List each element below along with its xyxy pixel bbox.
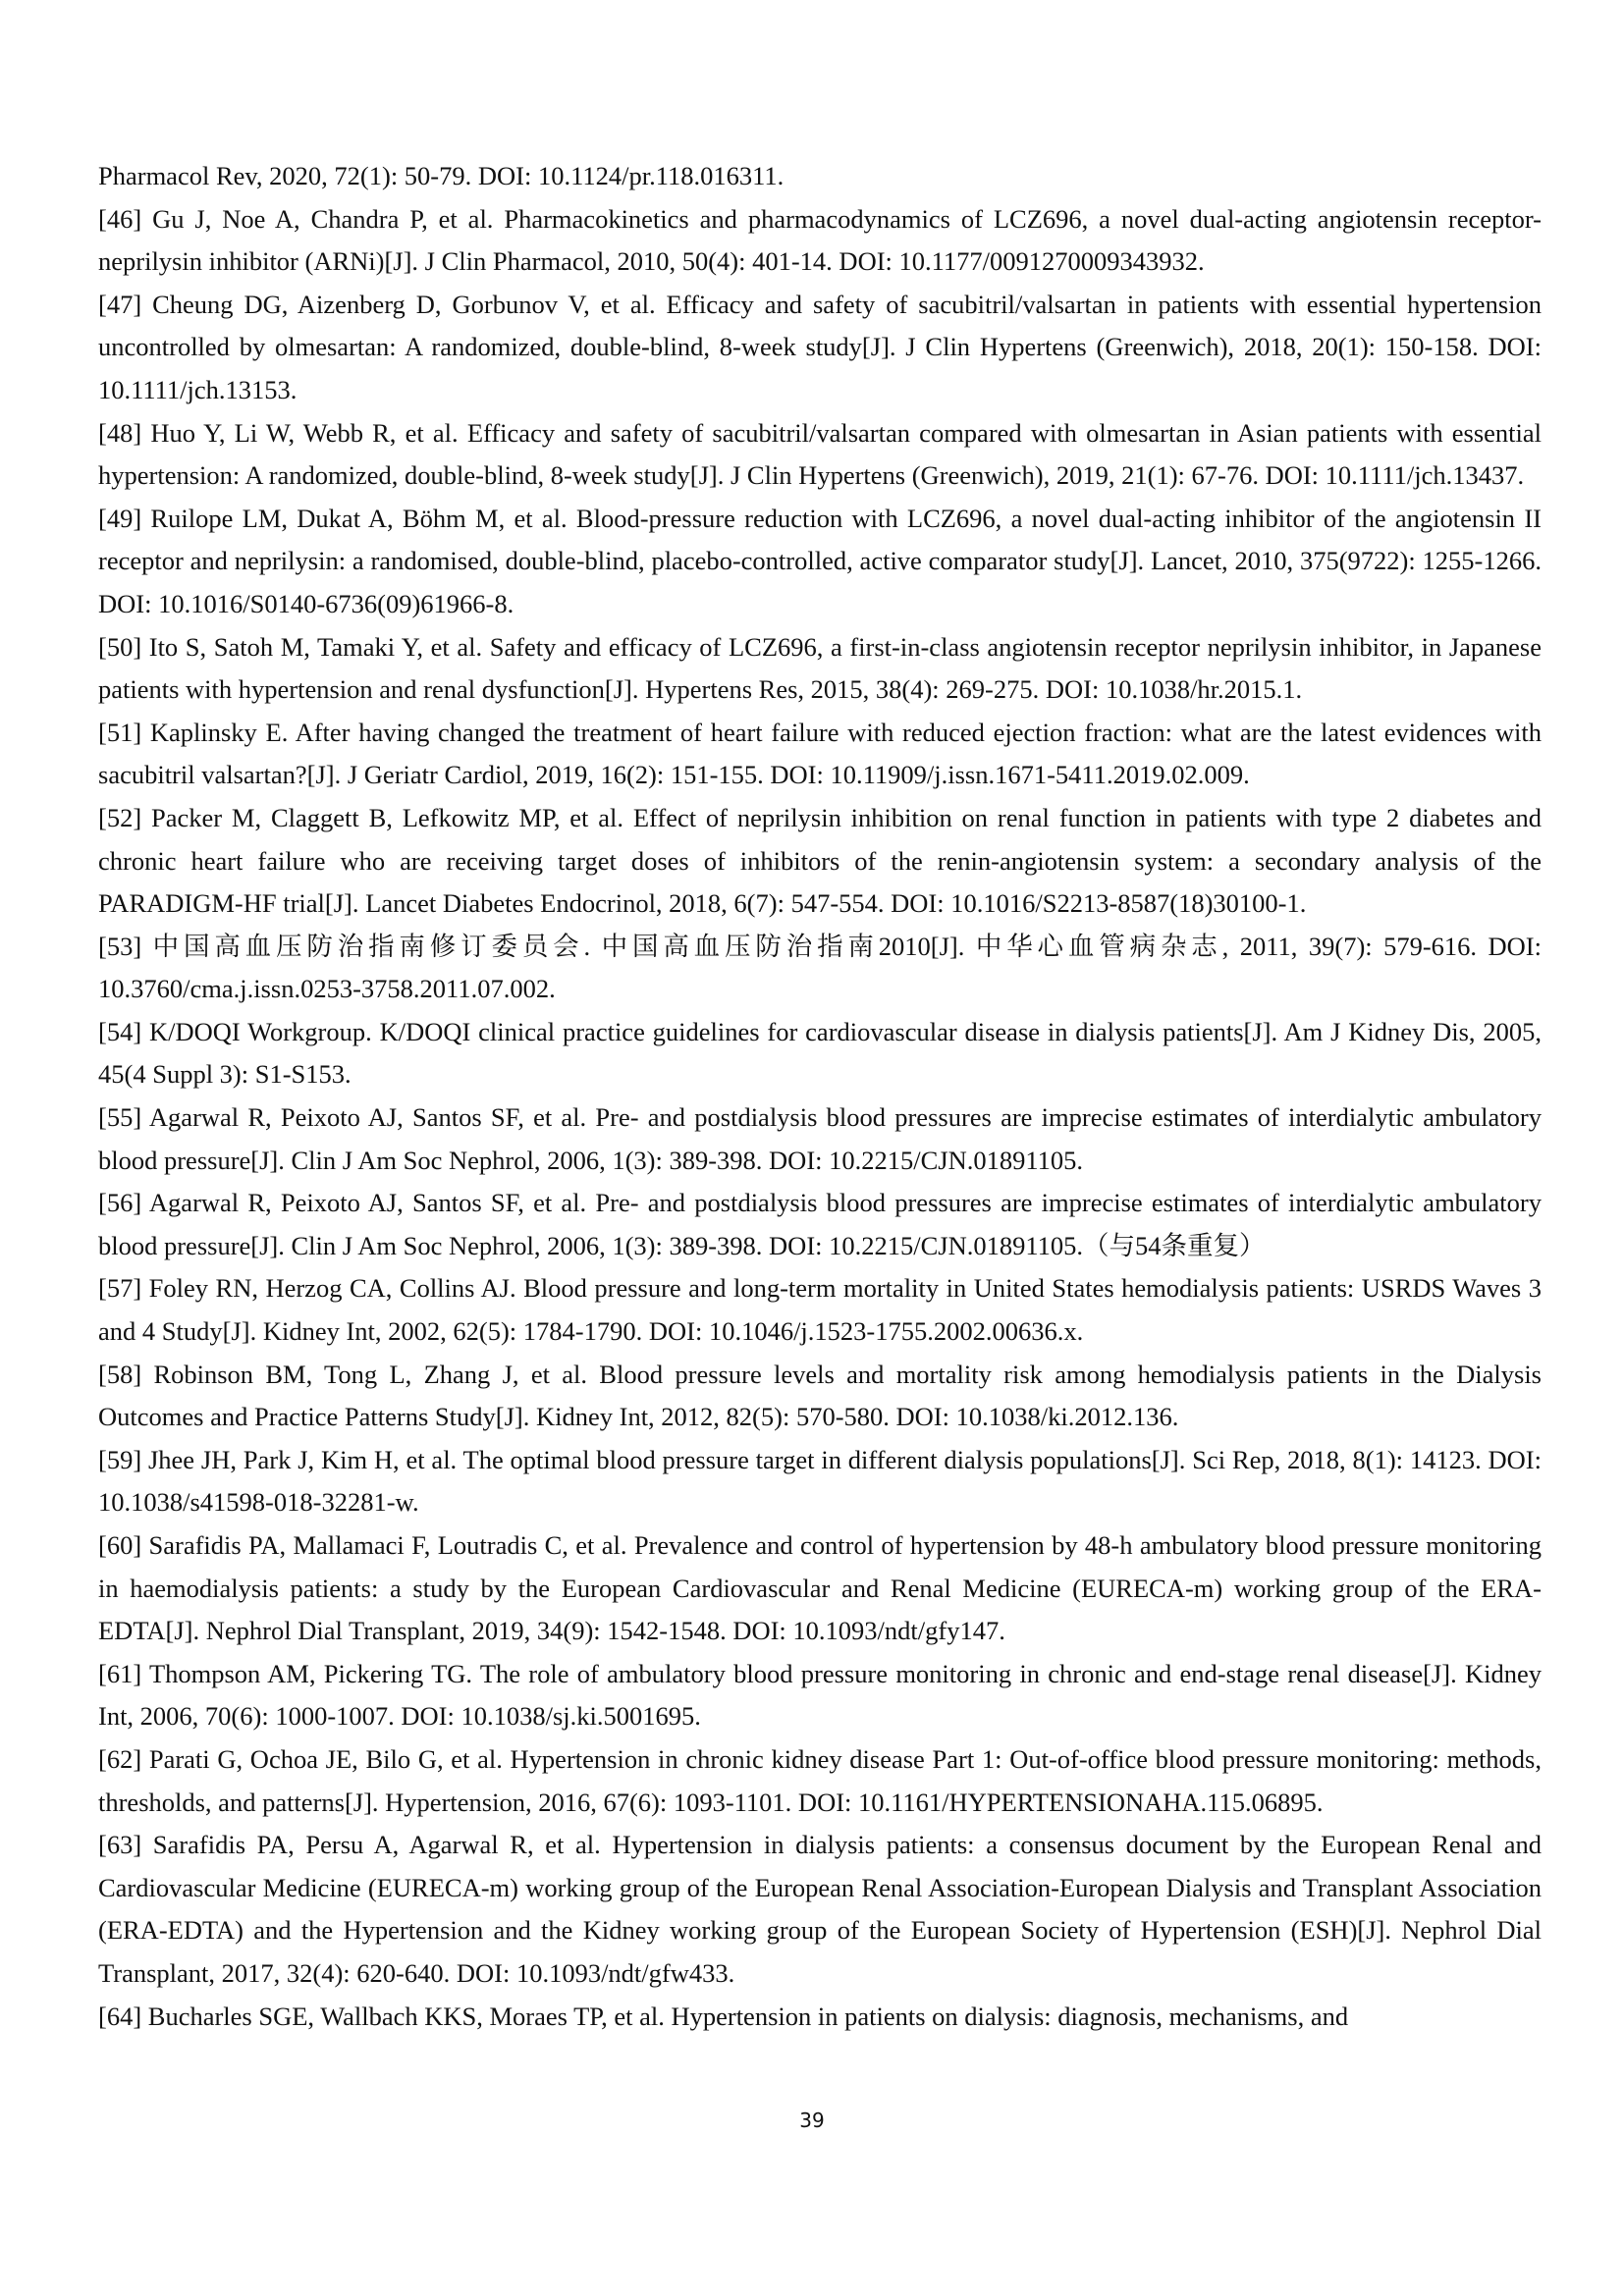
reference-55: [55] Agarwal R, Peixoto AJ, Santos SF, et al. Pre- and postdialysis blood pressures are imprecise estimates of interdialytic ambulatory blood pressure[J]. Clin J Am Soc Nephrol, 2006, 1(3): 389-398. DOI: 10.2215/CJN.01891105. bbox=[98, 1102, 1542, 1175]
reference-54: [54] K/DOQI Workgroup. K/DOQI clinical practice guidelines for cardiovascular disease in dialysis patients[J]. Am J Kidney Dis, 2005, 45(4 Suppl 3): S1-S153. bbox=[98, 1016, 1542, 1090]
reference-50: [50] Ito S, Satoh M, Tamaki Y, et al. Safety and efficacy of LCZ696, a first-in-class angiotensin receptor neprilysin inhibitor, in Japanese patients with hypertension and renal dysfunction[J]. Hypertens Res, 2015, 38(4): 269-275. DOI: 10.1038/hr.2015.1. bbox=[98, 631, 1542, 705]
reference-63: [63] Sarafidis PA, Persu A, Agarwal R, et al. Hypertension in dialysis patients: a consensus document by the European Renal and Cardiovascular Medicine (EURECA-m) working group of the European Renal Association-European Dialysis and Transplant Association (ERA-EDTA) and the Hypertension and the Kidney working group of the European Society of Hypertension (ESH)[J]. Nephrol Dial Transplant, 2017, 32(4): 620-640. DOI: 10.1093/ndt/gfw433. bbox=[98, 1830, 1542, 1988]
reference-52: [52] Packer M, Claggett B, Lefkowitz MP, et al. Effect of neprilysin inhibition on renal function in patients with type 2 diabetes and chronic heart failure who are receiving target doses of inhibitors of the renin-angiotensin system: a secondary analysis of the PARADIGM-HF trial[J]. Lancet Diabetes Endocrinol, 2018, 6(7): 547-554. DOI: 10.1016/S2213-8587(18)30100-1. bbox=[98, 802, 1542, 919]
reference-53: [53] 中国高血压防治指南修订委员会. 中国高血压防治指南2010[J]. 中华心血管病杂志, 2011, 39(7): 579-616. DOI: 10.3760/cma.j.issn.0253-3758.2011.07.002. bbox=[98, 931, 1542, 1004]
reference-58: [58] Robinson BM, Tong L, Zhang J, et al. Blood pressure levels and mortality risk among hemodialysis patients in the Dialysis Outcomes and Practice Patterns Study[J]. Kidney Int, 2012, 82(5): 570-580. DOI: 10.1038/ki.2012.136. bbox=[98, 1359, 1542, 1432]
reference-continuation: Pharmacol Rev, 2020, 72(1): 50-79. DOI: 10.1124/pr.118.016311. bbox=[98, 161, 785, 190]
reference-list bbox=[98, 155, 1542, 2038]
reference-64: [64] Bucharles SGE, Wallbach KKS, Moraes TP, et al. Hypertension in patients on dialysis: diagnosis, mechanisms, and bbox=[98, 2001, 1349, 2031]
page-number: 39 bbox=[799, 2109, 825, 2132]
reference-51: [51] Kaplinsky E. After having changed the treatment of heart failure with reduced ejection fraction: what are the latest evidences with sacubitril valsartan?[J]. J Geriatr Cardiol, 2019, 16(2): 151-155. DOI: 10.11909/j.issn.1671-5411.2019.02.009. bbox=[98, 717, 1542, 790]
reference-61: [61] Thompson AM, Pickering TG. The role of ambulatory blood pressure monitoring in chronic and end-stage renal disease[J]. Kidney Int, 2006, 70(6): 1000-1007. DOI: 10.1038/sj.ki.5001695. bbox=[98, 1658, 1542, 1732]
reference-48: [48] Huo Y, Li W, Webb R, et al. Efficacy and safety of sacubitril/valsartan compared with olmesartan in Asian patients with essential hypertension: A randomized, double-blind, 8-week study[J]. J Clin Hypertens (Greenwich), 2019, 21(1): 67-76. DOI: 10.1111/jch.13437. bbox=[98, 417, 1542, 491]
reference-59: [59] Jhee JH, Park J, Kim H, et al. The optimal blood pressure target in different dialysis populations[J]. Sci Rep, 2018, 8(1): 14123. DOI: 10.1038/s41598-018-32281-w. bbox=[98, 1444, 1542, 1518]
reference-60: [60] Sarafidis PA, Mallamaci F, Loutradis C, et al. Prevalence and control of hypertension by 48-h ambulatory blood pressure monitoring in haemodialysis patients: a study by the European Cardiovascular and Renal Medicine (EURECA-m) working group of the ERA-EDTA[J]. Nephrol Dial Transplant, 2019, 34(9): 1542-1548. DOI: 10.1093/ndt/gfy147. bbox=[98, 1530, 1542, 1646]
reference-47: [47] Cheung DG, Aizenberg D, Gorbunov V, et al. Efficacy and safety of sacubitril/valsartan in patients with essential hypertension uncontrolled by olmesartan: A randomized, double-blind, 8-week study[J]. J Clin Hypertens (Greenwich), 2018, 20(1): 150-158. DOI: 10.1111/jch.13153. bbox=[98, 289, 1542, 404]
reference-57: [57] Foley RN, Herzog CA, Collins AJ. Blood pressure and long-term mortality in United States hemodialysis patients: USRDS Waves 3 and 4 Study[J]. Kidney Int, 2002, 62(5): 1784-1790. DOI: 10.1046/j.1523-1755.2002.00636.x. bbox=[98, 1273, 1542, 1347]
reference-46: [46] Gu J, Noe A, Chandra P, et al. Pharmacokinetics and pharmacodynamics of LCZ696, a novel dual-acting angiotensin receptor-neprilysin inhibitor (ARNi)[J]. J Clin Pharmacol, 2010, 50(4): 401-14. DOI: 10.1177/0091270009343932. bbox=[98, 203, 1542, 277]
reference-62: [62] Parati G, Ochoa JE, Bilo G, et al. Hypertension in chronic kidney disease Part 1: Out-of-office blood pressure monitoring: methods, thresholds, and patterns[J]. Hypertension, 2016, 67(6): 1093-1101. DOI: 10.1161/HYPERTENSIONAHA.115.06895. bbox=[98, 1743, 1542, 1817]
reference-56: [56] Agarwal R, Peixoto AJ, Santos SF, et al. Pre- and postdialysis blood pressures are imprecise estimates of interdialytic ambulatory blood pressure[J]. Clin J Am Soc Nephrol, 2006, 1(3): 389-398. DOI: 10.2215/CJN.01891105.（与54条重复） bbox=[98, 1188, 1542, 1260]
reference-49: [49] Ruilope LM, Dukat A, Böhm M, et al. Blood-pressure reduction with LCZ696, a novel dual-acting inhibitor of the angiotensin II receptor and neprilysin: a randomised, double-blind, placebo-controlled, active comparator study[J]. Lancet, 2010, 375(9722): 1255-1266. DOI: 10.1016/S0140-6736(09)61966-8. bbox=[98, 503, 1542, 618]
